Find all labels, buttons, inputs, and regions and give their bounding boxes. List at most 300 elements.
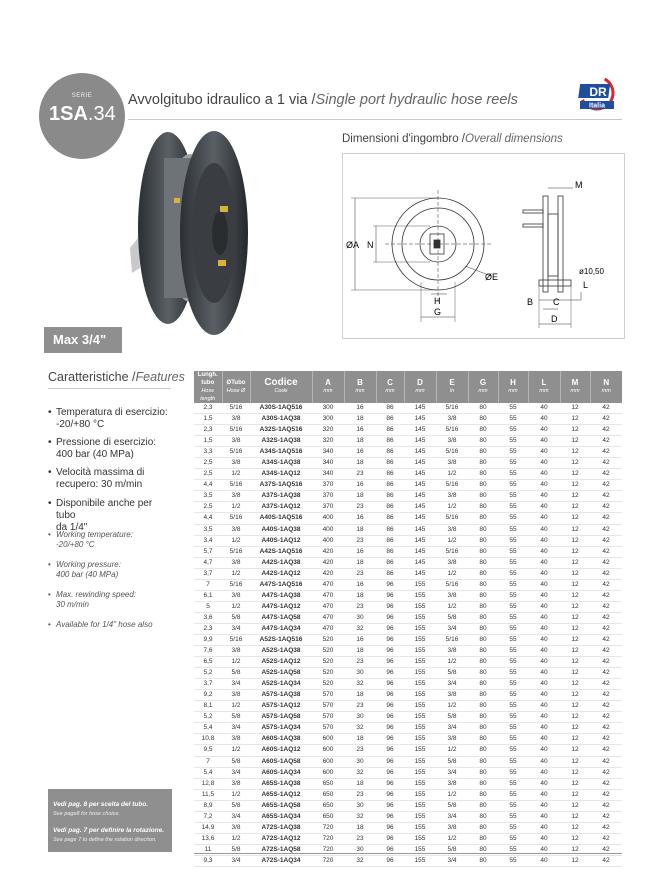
table-cell: 5/8 xyxy=(231,801,241,809)
table-cell: 18 xyxy=(356,558,364,566)
table-cell: 80 xyxy=(479,470,487,478)
dimensions-title-it: Dimensioni d'ingombro / xyxy=(342,133,466,145)
column-header-label: D xyxy=(417,378,423,387)
table-cell: 42 xyxy=(602,492,610,500)
table-row xyxy=(194,623,622,634)
table-cell: 3,5 xyxy=(203,492,213,500)
table-row xyxy=(194,833,622,844)
table-cell: 1/2 xyxy=(447,536,457,544)
table-row xyxy=(194,469,622,480)
table-row xyxy=(194,436,622,447)
table-cell: 3/4 xyxy=(447,856,457,864)
table-cell: 42 xyxy=(602,437,610,445)
column-header-label: A xyxy=(325,378,331,387)
table-cell: 55 xyxy=(509,845,517,853)
table-cell: 1/2 xyxy=(447,834,457,842)
table-cell: 18 xyxy=(356,415,364,423)
table-cell: 720 xyxy=(322,823,334,831)
column-header-label: C xyxy=(387,378,393,387)
product-code-cell: A57S-1AQ12 xyxy=(261,702,301,710)
table-cell: 42 xyxy=(602,514,610,522)
table-row xyxy=(194,601,622,612)
table-cell: 145 xyxy=(414,525,426,533)
table-cell: 40 xyxy=(540,580,548,588)
feature-item-en: • Working temperature: -20/+80 °C xyxy=(48,530,133,549)
table-row xyxy=(194,414,622,425)
table-cell: 40 xyxy=(540,856,548,864)
table-cell: 650 xyxy=(322,801,334,809)
product-code-cell: A40S-1AQ38 xyxy=(261,525,301,533)
table-cell: 80 xyxy=(479,658,487,666)
table-cell: 18 xyxy=(356,591,364,599)
table-cell: 42 xyxy=(602,470,610,478)
product-code-cell: A60S-1AQ34 xyxy=(261,768,301,776)
table-row xyxy=(194,800,622,811)
table-cell: 12 xyxy=(571,746,579,754)
product-code-cell: A30S-1AQ38 xyxy=(261,415,301,423)
table-cell: 23 xyxy=(356,790,364,798)
table-cell: 96 xyxy=(386,834,394,842)
table-cell: 96 xyxy=(386,636,394,643)
table-cell: 80 xyxy=(479,591,487,599)
table-cell: 30 xyxy=(356,845,364,853)
column-header-unit: mm xyxy=(355,388,365,394)
table-cell: 96 xyxy=(386,691,394,699)
table-cell: 80 xyxy=(479,636,487,643)
table-cell: 42 xyxy=(602,448,610,456)
table-cell: 1/2 xyxy=(231,569,241,577)
column-header xyxy=(528,371,560,403)
table-cell: 320 xyxy=(322,437,334,445)
table-cell: 720 xyxy=(322,834,334,842)
table-cell: 145 xyxy=(414,547,426,555)
table-cell: 40 xyxy=(540,514,548,522)
table-cell: 10,8 xyxy=(201,735,215,743)
column-header xyxy=(590,371,622,403)
table-cell: 3/8 xyxy=(231,492,241,500)
table-cell: 55 xyxy=(509,647,517,655)
table-cell: 5,7 xyxy=(203,547,213,555)
table-cell: 1/2 xyxy=(231,746,241,754)
product-code-cell: A57S-1AQ38 xyxy=(261,691,301,699)
table-cell: 55 xyxy=(509,801,517,809)
table-cell: 42 xyxy=(602,713,610,721)
table-cell: 5 xyxy=(206,602,210,610)
table-cell: 3/8 xyxy=(231,735,241,743)
table-cell: 40 xyxy=(540,525,548,533)
table-cell: 42 xyxy=(602,812,610,820)
dim-label-c: C xyxy=(553,297,560,307)
table-row xyxy=(194,634,622,645)
table-row xyxy=(194,723,622,734)
column-header xyxy=(404,371,436,403)
table-cell: 96 xyxy=(386,790,394,798)
table-cell: 5/16 xyxy=(229,636,243,643)
table-cell: 42 xyxy=(602,536,610,544)
table-cell: 96 xyxy=(386,724,394,732)
table-cell: 570 xyxy=(322,691,334,699)
table-cell: 30 xyxy=(356,613,364,621)
table-cell: 5/8 xyxy=(447,801,457,809)
table-cell: 42 xyxy=(602,415,610,423)
table-cell: 12 xyxy=(571,724,579,732)
table-cell: 145 xyxy=(414,503,426,511)
table-cell: 570 xyxy=(322,702,334,710)
column-header-label: Codice xyxy=(264,377,298,388)
table-cell: 3/4 xyxy=(447,768,457,776)
table-cell: 12 xyxy=(571,448,579,456)
table-cell: 80 xyxy=(479,856,487,864)
table-cell: 40 xyxy=(540,702,548,710)
product-code-cell: A32S-1AQ38 xyxy=(261,437,301,445)
table-cell: 55 xyxy=(509,812,517,820)
table-cell: 1/2 xyxy=(231,536,241,544)
table-cell: 42 xyxy=(602,691,610,699)
product-code-cell: A40S-1AQ516 xyxy=(259,514,303,522)
table-cell: 40 xyxy=(540,647,548,655)
table-cell: 86 xyxy=(386,536,394,544)
table-cell: 40 xyxy=(540,790,548,798)
table-cell: 96 xyxy=(386,702,394,710)
table-cell: 12 xyxy=(571,702,579,710)
column-header-label: L xyxy=(541,378,547,387)
note-rotation-en: See page 7 to define the rotation direction. xyxy=(53,837,157,843)
table-row xyxy=(194,546,622,557)
column-header xyxy=(560,371,590,403)
dimensions-title xyxy=(342,133,563,145)
table-cell: 40 xyxy=(540,768,548,776)
table-cell: 3/8 xyxy=(447,591,457,599)
product-code-cell: A60S-1AQ38 xyxy=(261,735,301,743)
table-cell: 12 xyxy=(571,492,579,500)
table-cell: 12 xyxy=(571,779,579,787)
table-cell: 23 xyxy=(356,536,364,544)
table-cell: 520 xyxy=(322,647,334,655)
table-cell: 42 xyxy=(602,669,610,677)
table-cell: 5/16 xyxy=(229,481,243,489)
table-cell: 145 xyxy=(414,569,426,577)
product-code-cell: A65S-1AQ12 xyxy=(261,790,301,798)
table-cell: 3/8 xyxy=(231,779,241,787)
table-cell: 80 xyxy=(479,492,487,500)
column-header-unit: mm xyxy=(323,388,333,394)
logo-subtext: Italia xyxy=(589,102,605,110)
table-cell: 155 xyxy=(414,691,426,699)
table-cell: 14,9 xyxy=(201,823,215,831)
table-cell: 2,5 xyxy=(203,470,213,478)
series-code-bold: 1SA xyxy=(49,103,88,125)
table-cell: 5/8 xyxy=(231,713,241,721)
table-cell: 12 xyxy=(571,680,579,688)
product-code-cell: A40S-1AQ12 xyxy=(261,536,301,544)
table-cell: 32 xyxy=(356,680,364,688)
table-cell: 30 xyxy=(356,757,364,765)
table-row xyxy=(194,646,622,657)
table-row xyxy=(194,425,622,436)
table-cell: 145 xyxy=(414,470,426,478)
series-label: SERIE xyxy=(71,93,93,99)
product-code-cell: A65S-1AQ58 xyxy=(261,801,301,809)
bottom-divider xyxy=(194,853,622,854)
table-cell: 86 xyxy=(386,481,394,489)
table-cell: 80 xyxy=(479,536,487,544)
table-cell: 5/16 xyxy=(229,448,243,456)
table-cell: 8,1 xyxy=(203,702,213,710)
table-cell: 155 xyxy=(414,735,426,743)
table-cell: 55 xyxy=(509,470,517,478)
dimensions-title-en: Overall dimensions xyxy=(465,133,563,145)
table-cell: 40 xyxy=(540,724,548,732)
table-body xyxy=(194,403,622,866)
table-row xyxy=(194,778,622,789)
table-cell: 55 xyxy=(509,437,517,445)
table-cell: 80 xyxy=(479,801,487,809)
table-cell: 5/16 xyxy=(445,580,459,588)
table-cell: 12 xyxy=(571,823,579,831)
column-header-label: H xyxy=(510,378,516,387)
dimension-drawing xyxy=(342,153,625,339)
table-cell: 155 xyxy=(414,658,426,666)
table-cell: 3/8 xyxy=(447,558,457,566)
table-cell: 3/8 xyxy=(231,591,241,599)
column-header-label: Lungh. tubo xyxy=(197,372,218,386)
table-cell: 80 xyxy=(479,757,487,765)
column-header xyxy=(436,371,468,403)
features-title-en: Features xyxy=(135,370,185,384)
table-cell: 80 xyxy=(479,602,487,610)
product-code-cell: A42S-1AQ516 xyxy=(259,547,303,555)
table-cell: 570 xyxy=(322,724,334,732)
product-code-cell: A37S-1AQ38 xyxy=(261,492,301,500)
table-cell: 96 xyxy=(386,768,394,776)
table-cell: 16 xyxy=(356,404,364,412)
max-size-band: Max 3/4" xyxy=(44,327,122,353)
table-row xyxy=(194,668,622,679)
table-cell: 55 xyxy=(509,856,517,864)
table-cell: 86 xyxy=(386,459,394,467)
table-cell: 370 xyxy=(322,481,334,489)
dim-label-hole: ø10,50 xyxy=(579,267,604,276)
table-cell: 5/16 xyxy=(445,636,459,643)
table-cell: 1/2 xyxy=(447,658,457,666)
table-cell: 86 xyxy=(386,404,394,412)
table-cell: 3,7 xyxy=(203,569,213,577)
table-cell: 145 xyxy=(414,536,426,544)
table-cell: 40 xyxy=(540,470,548,478)
table-cell: 7 xyxy=(206,757,210,765)
table-cell: 80 xyxy=(479,713,487,721)
table-row xyxy=(194,568,622,579)
table-cell: 12 xyxy=(571,613,579,621)
table-cell: 12 xyxy=(571,647,579,655)
table-cell: 5/16 xyxy=(445,404,459,412)
title-divider xyxy=(128,119,622,120)
product-code-cell: A47S-1AQ38 xyxy=(261,591,301,599)
table-cell: 42 xyxy=(602,724,610,732)
table-cell: 40 xyxy=(540,713,548,721)
table-cell: 40 xyxy=(540,834,548,842)
table-cell: 96 xyxy=(386,580,394,588)
table-cell: 42 xyxy=(602,834,610,842)
product-code-cell: A47S-1AQ516 xyxy=(259,580,303,588)
table-header-row xyxy=(194,371,622,403)
table-cell: 18 xyxy=(356,437,364,445)
column-header-unit: mm xyxy=(385,388,395,394)
table-cell: 40 xyxy=(540,492,548,500)
table-cell: 55 xyxy=(509,415,517,423)
table-cell: 86 xyxy=(386,426,394,434)
table-cell: 80 xyxy=(479,779,487,787)
table-cell: 5/8 xyxy=(231,757,241,765)
table-cell: 9,3 xyxy=(203,856,213,864)
table-cell: 340 xyxy=(322,470,334,478)
table-cell: 55 xyxy=(509,514,517,522)
table-cell: 145 xyxy=(414,481,426,489)
table-row xyxy=(194,458,622,469)
table-cell: 80 xyxy=(479,459,487,467)
table-cell: 570 xyxy=(322,713,334,721)
table-cell: 12 xyxy=(571,757,579,765)
table-cell: 42 xyxy=(602,768,610,776)
table-cell: 7,6 xyxy=(203,647,213,655)
table-row xyxy=(194,557,622,568)
dim-label-m: M xyxy=(575,180,583,190)
table-cell: 80 xyxy=(479,746,487,754)
table-cell: 12 xyxy=(571,602,579,610)
table-cell: 155 xyxy=(414,669,426,677)
table-cell: 470 xyxy=(322,613,334,621)
table-cell: 370 xyxy=(322,503,334,511)
table-cell: 40 xyxy=(540,602,548,610)
table-cell: 650 xyxy=(322,812,334,820)
table-cell: 145 xyxy=(414,448,426,456)
table-cell: 55 xyxy=(509,790,517,798)
table-cell: 5/8 xyxy=(447,713,457,721)
table-cell: 40 xyxy=(540,459,548,467)
column-header-unit: mm xyxy=(508,388,518,394)
table-cell: 1/2 xyxy=(447,470,457,478)
table-cell: 3/8 xyxy=(231,459,241,467)
table-cell: 12 xyxy=(571,547,579,555)
table-cell: 1/2 xyxy=(231,658,241,666)
table-cell: 3/8 xyxy=(231,525,241,533)
feature-item: • Pressione di esercizio: 400 bar (40 MPa) xyxy=(48,437,157,460)
table-cell: 12 xyxy=(571,426,579,434)
table-cell: 3/4 xyxy=(231,812,241,820)
table-cell: 420 xyxy=(322,569,334,577)
table-cell: 2,5 xyxy=(203,459,213,467)
table-cell: 5/16 xyxy=(445,448,459,456)
table-cell: 96 xyxy=(386,823,394,831)
table-cell: 55 xyxy=(509,713,517,721)
table-cell: 320 xyxy=(322,426,334,434)
table-cell: 12 xyxy=(571,658,579,666)
table-row xyxy=(194,712,622,723)
table-cell: 5/8 xyxy=(231,613,241,621)
table-cell: 155 xyxy=(414,680,426,688)
table-row xyxy=(194,745,622,756)
table-cell: 1/2 xyxy=(231,834,241,842)
product-code-cell: A60S-1AQ12 xyxy=(261,746,301,754)
table-cell: 12 xyxy=(571,536,579,544)
table-cell: 42 xyxy=(602,459,610,467)
table-cell: 12 xyxy=(571,437,579,445)
table-cell: 145 xyxy=(414,404,426,412)
product-code-cell: A47S-1AQ58 xyxy=(261,613,301,621)
table-cell: 5/16 xyxy=(229,514,243,522)
table-cell: 86 xyxy=(386,437,394,445)
table-cell: 40 xyxy=(540,503,548,511)
table-cell: 3/8 xyxy=(447,525,457,533)
table-cell: 96 xyxy=(386,812,394,820)
column-header-unit: Code xyxy=(274,388,288,394)
table-cell: 3,4 xyxy=(203,536,213,544)
table-cell: 40 xyxy=(540,558,548,566)
table-row xyxy=(194,734,622,745)
product-code-cell: A42S-1AQ38 xyxy=(261,558,301,566)
table-cell: 3/8 xyxy=(447,779,457,787)
table-cell: 55 xyxy=(509,636,517,643)
spec-table xyxy=(194,371,622,867)
table-cell: 155 xyxy=(414,834,426,842)
column-header-label: E xyxy=(449,378,455,387)
table-cell: 4,4 xyxy=(203,514,213,522)
column-header-label: M xyxy=(571,378,579,387)
table-cell: 32 xyxy=(356,812,364,820)
table-cell: 80 xyxy=(479,558,487,566)
table-cell: 145 xyxy=(414,558,426,566)
table-cell: 80 xyxy=(479,768,487,776)
table-cell: 42 xyxy=(602,779,610,787)
table-cell: 40 xyxy=(540,547,548,555)
table-cell: 55 xyxy=(509,757,517,765)
table-cell: 96 xyxy=(386,602,394,610)
table-cell: 86 xyxy=(386,470,394,478)
table-cell: 5/16 xyxy=(445,547,459,555)
table-cell: 96 xyxy=(386,801,394,809)
table-cell: 5/8 xyxy=(447,845,457,853)
table-cell: 55 xyxy=(509,448,517,456)
dim-label-n: N xyxy=(367,240,374,250)
table-cell: 80 xyxy=(479,514,487,522)
table-cell: 18 xyxy=(356,823,364,831)
series-badge xyxy=(39,73,125,159)
table-cell: 55 xyxy=(509,525,517,533)
table-cell: 40 xyxy=(540,613,548,621)
column-header xyxy=(344,371,376,403)
table-cell: 2,3 xyxy=(203,624,213,632)
table-cell: 5/16 xyxy=(445,514,459,522)
table-cell: 18 xyxy=(356,691,364,699)
table-cell: 1/2 xyxy=(231,503,241,511)
table-cell: 55 xyxy=(509,779,517,787)
feature-item-en: • Working pressure: 400 bar (40 MPa) xyxy=(48,560,121,579)
table-cell: 96 xyxy=(386,669,394,677)
table-cell: 12 xyxy=(571,768,579,776)
product-code-cell: A42S-1AQ12 xyxy=(261,569,301,577)
table-cell: 80 xyxy=(479,647,487,655)
table-cell: 3/8 xyxy=(447,823,457,831)
table-cell: 86 xyxy=(386,492,394,500)
table-cell: 80 xyxy=(479,448,487,456)
column-header xyxy=(498,371,528,403)
table-cell: 96 xyxy=(386,658,394,666)
table-cell: 16 xyxy=(356,580,364,588)
table-cell: 470 xyxy=(322,602,334,610)
table-cell: 470 xyxy=(322,591,334,599)
table-cell: 3/8 xyxy=(447,492,457,500)
table-cell: 55 xyxy=(509,426,517,434)
